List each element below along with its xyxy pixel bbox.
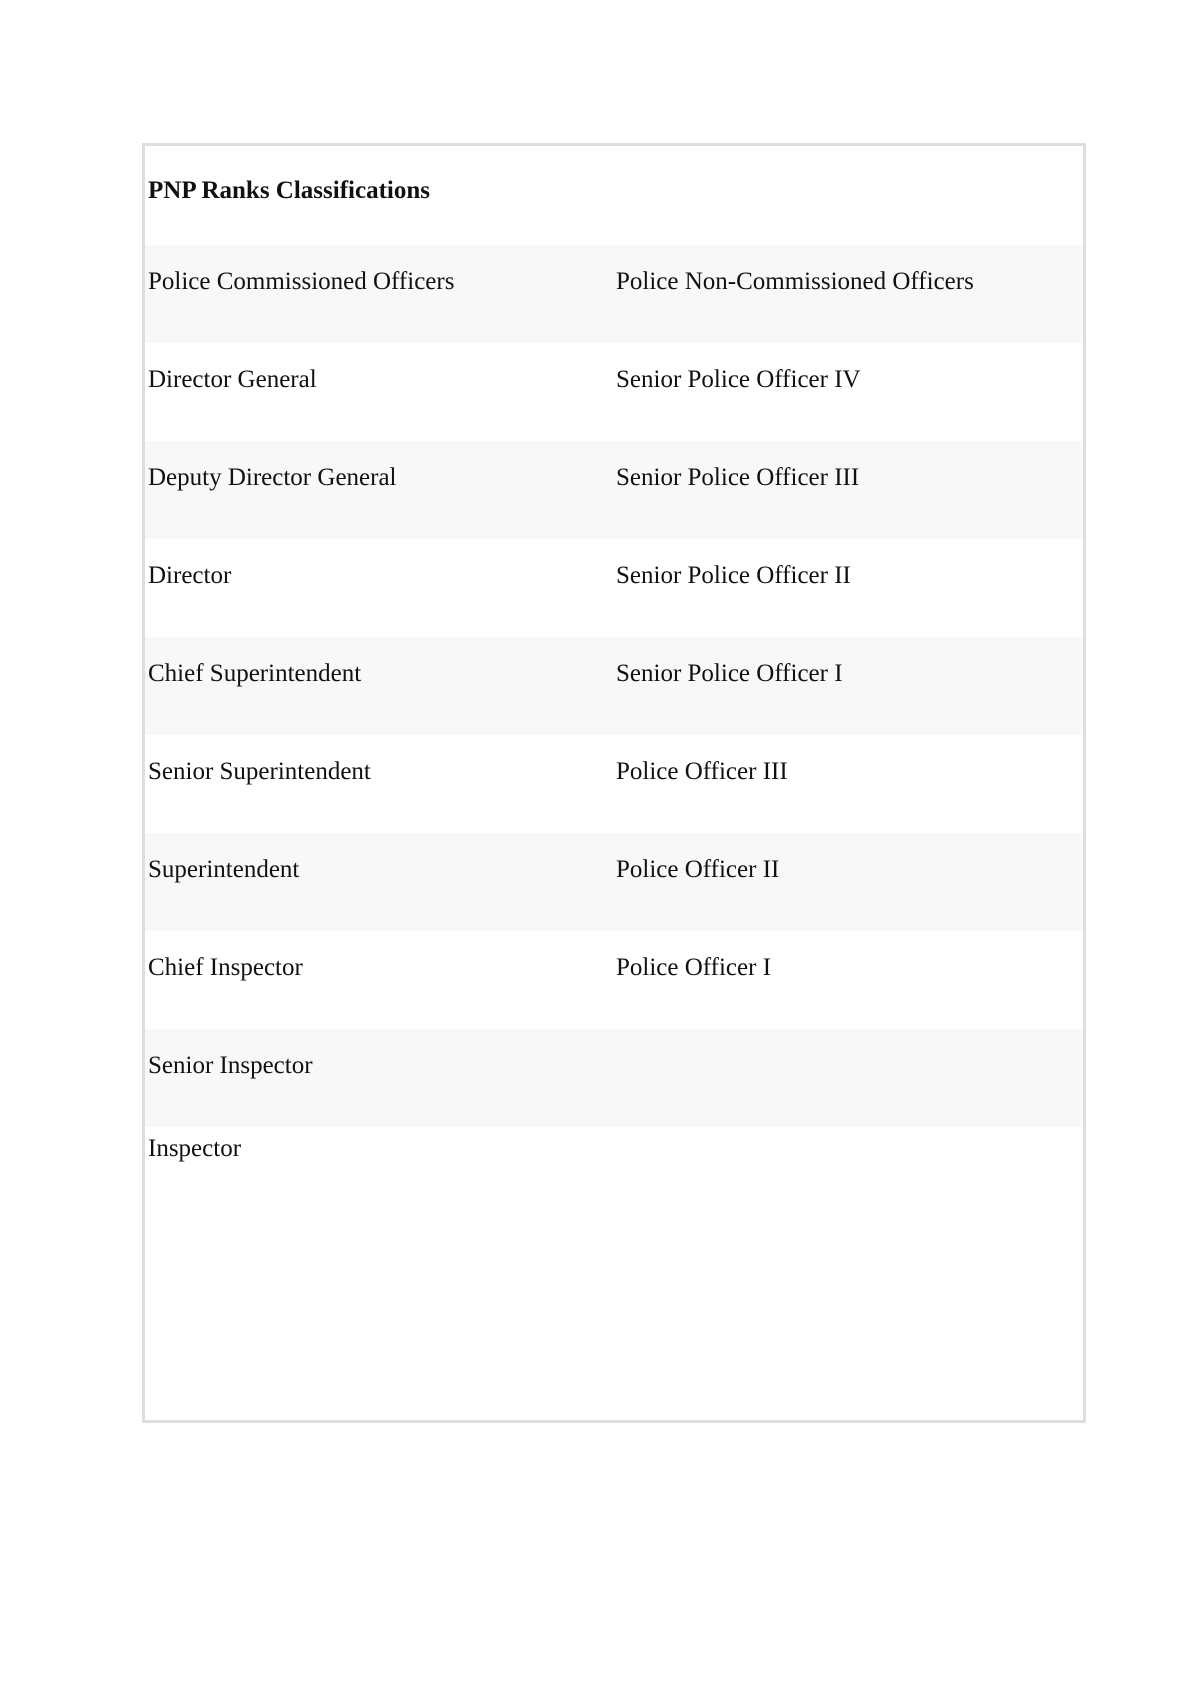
table-row — [145, 343, 1083, 441]
table-row — [145, 1127, 1083, 1187]
non-commissioned-rank: Senior Police Officer III — [616, 464, 860, 491]
header-commissioned: Police Commissioned Officers — [148, 268, 455, 295]
non-commissioned-rank: Senior Police Officer IV — [616, 366, 861, 393]
commissioned-rank: Deputy Director General — [148, 464, 397, 491]
table-row — [145, 539, 1083, 637]
table-row — [145, 637, 1083, 735]
table-row — [145, 833, 1083, 931]
table-row — [145, 735, 1083, 833]
commissioned-rank: Senior Inspector — [148, 1052, 313, 1079]
commissioned-rank: Chief Inspector — [148, 954, 303, 981]
table-header-row — [145, 245, 1083, 343]
header-non-commissioned: Police Non-Commissioned Officers — [616, 268, 974, 295]
non-commissioned-rank: Police Officer III — [616, 758, 788, 785]
table-title: PNP Ranks Classifications — [148, 177, 430, 204]
table-row — [145, 931, 1083, 1029]
table-row — [145, 1029, 1083, 1127]
commissioned-rank: Director General — [148, 366, 317, 393]
non-commissioned-rank: Police Officer II — [616, 856, 780, 883]
non-commissioned-rank: Senior Police Officer I — [616, 660, 843, 687]
table-row — [145, 441, 1083, 539]
commissioned-rank: Inspector — [148, 1135, 242, 1162]
commissioned-rank: Senior Superintendent — [148, 758, 371, 785]
ranks-table — [142, 143, 1086, 1423]
commissioned-rank: Director — [148, 562, 232, 589]
non-commissioned-rank: Police Officer I — [616, 954, 772, 981]
commissioned-rank: Chief Superintendent — [148, 660, 362, 687]
commissioned-rank: Superintendent — [148, 856, 300, 883]
non-commissioned-rank: Senior Police Officer II — [616, 562, 851, 589]
